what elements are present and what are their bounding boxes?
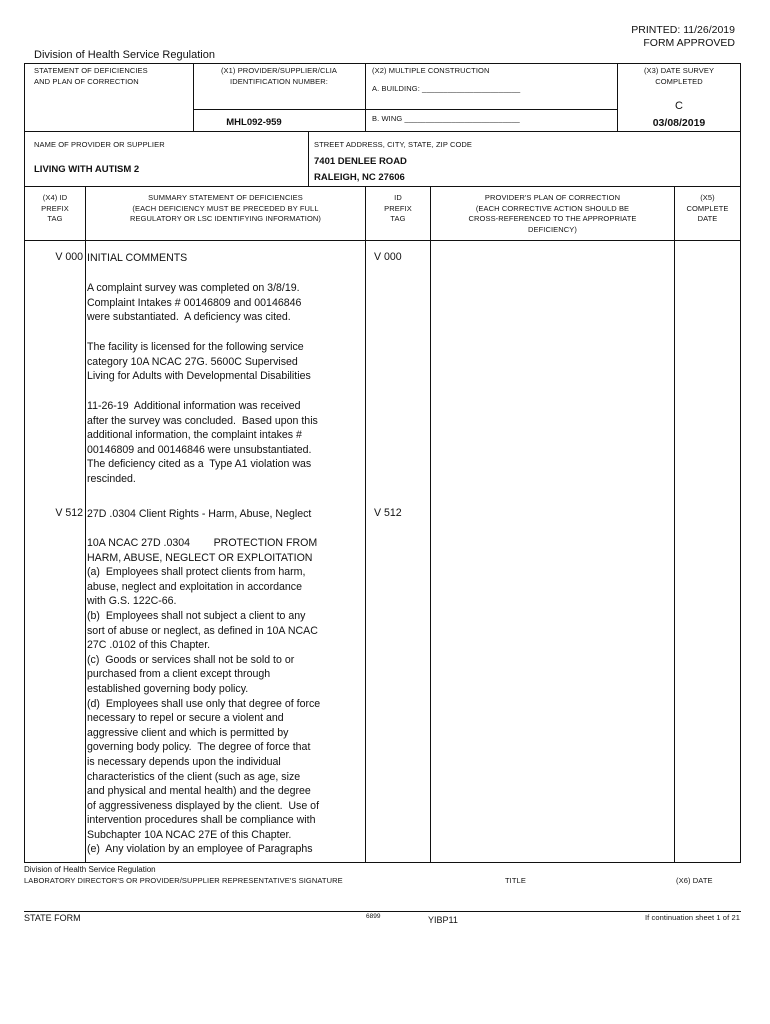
x1-label: (X1) PROVIDER/SUPPLIER/CLIA IDENTIFICATION NUMBER:	[220, 66, 338, 86]
x3-date: 03/08/2019	[652, 117, 706, 129]
col-x5-header: (X5) COMPLETE DATE	[686, 193, 729, 223]
x6-date-label: (X6) DATE	[676, 876, 713, 885]
footer-divider	[24, 911, 741, 912]
entry-paragraph: The facility is licensed for the following service category 10A NCAC 27G. 5600C Supervised Living for Adults with Developmental Disabilities	[87, 341, 311, 383]
event-id: YIBP11	[428, 915, 458, 925]
entry-paragraph: 10A NCAC 27D .0304 PROTECTION FROM HARM, ABUSE, NEGLECT OR EXPLOITATION (a) Employees shall protect clients from harm, abuse, neglect and exploitation in accordance with G.S. 122C-66. (b) Employees shall not subject a client to any sort of abuse or neglect, as defined in 10A NCAC 27C .0102 of this Chapter. (c) Goods or services shall not be sold to or purchased from a client except through established governing body policy. (d) Employees shall use only that degree of force necessary to repel or secure a violent and aggressive client and which is permitted by governing body policy. The degree of force that is necessary depends upon the individual characteristics of the client (such as age, size and physical and mental health) and the degree of aggressiveness displayed by the client. Use of intervention procedures shall be compliance with Subchapter 10A NCAC 27E of this Chapter. (e) Any violation by an employee of Paragraphs	[87, 537, 321, 856]
x3-label: (X3) DATE SURVEY COMPLETED	[643, 66, 715, 86]
form-approved: FORM APPROVED	[643, 37, 735, 49]
wing-label: B. WING ___________________________	[372, 114, 520, 123]
division-title: Division of Health Service Regulation	[34, 49, 215, 61]
printed-date: PRINTED: 11/26/2019	[631, 24, 735, 36]
state-form-label: STATE FORM	[24, 913, 81, 923]
address-line2: RALEIGH, NC 27606	[314, 172, 405, 183]
x1-value: MHL092-959	[226, 117, 282, 128]
x3-code: C	[675, 100, 683, 112]
entry-paragraph: 11-26-19 Additional information was received after the survey was concluded. Based upon this additional information, the complaint intakes # 00146809 and 00146846 were unsubstantiated. The deficiency cited as a Type A1 violation was rescinded.	[87, 400, 318, 485]
building-label: A. BUILDING: _______________________	[372, 84, 521, 93]
entry-title: 27D .0304 Client Rights - Harm, Abuse, Neglect	[87, 508, 312, 520]
provider-name: LIVING WITH AUTISM 2	[34, 164, 140, 175]
col-summary-header: SUMMARY STATEMENT OF DEFICIENCIES (EACH DEFICIENCY MUST BE PRECEDED BY FULL REGULATORY OR LSC IDENTIFYING INFORMATION)	[129, 193, 322, 223]
entry-paragraph: A complaint survey was completed on 3/8/19. Complaint Intakes # 00146809 and 00146846 were substantiated. A deficiency was cited.	[87, 282, 302, 324]
col-id-header: ID PREFIX TAG	[384, 193, 412, 223]
footer-division: Division of Health Service Regulation	[24, 865, 156, 874]
entry-title: INITIAL COMMENTS	[87, 252, 188, 264]
col-plan-header: PROVIDER'S PLAN OF CORRECTION (EACH CORRECTIVE ACTION SHOULD BE CROSS-REFERENCED TO THE APPROPRIATE DEFICIENCY)	[468, 193, 637, 234]
entry-tag: V 512	[55, 507, 83, 519]
entry-id-tag: V 000	[374, 251, 402, 263]
address-line1: 7401 DENLEE ROAD	[314, 156, 407, 167]
address-label: STREET ADDRESS, CITY, STATE, ZIP CODE	[314, 140, 473, 149]
statement-label: STATEMENT OF DEFICIENCIES AND PLAN OF CORRECTION	[34, 66, 148, 86]
form-code: 6899	[366, 913, 381, 920]
provider-label: NAME OF PROVIDER OR SUPPLIER	[34, 140, 165, 149]
entry-tag: V 000	[55, 251, 83, 263]
col-x4-header: (X4) ID PREFIX TAG	[41, 193, 69, 223]
title-label: TITLE	[505, 876, 526, 885]
entry-id-tag: V 512	[374, 507, 402, 519]
x2-label: (X2) MULTIPLE CONSTRUCTION	[372, 66, 490, 75]
signature-label: LABORATORY DIRECTOR'S OR PROVIDER/SUPPLIER REPRESENTATIVE'S SIGNATURE	[24, 876, 343, 885]
continuation-sheet: If continuation sheet 1 of 21	[644, 913, 740, 922]
